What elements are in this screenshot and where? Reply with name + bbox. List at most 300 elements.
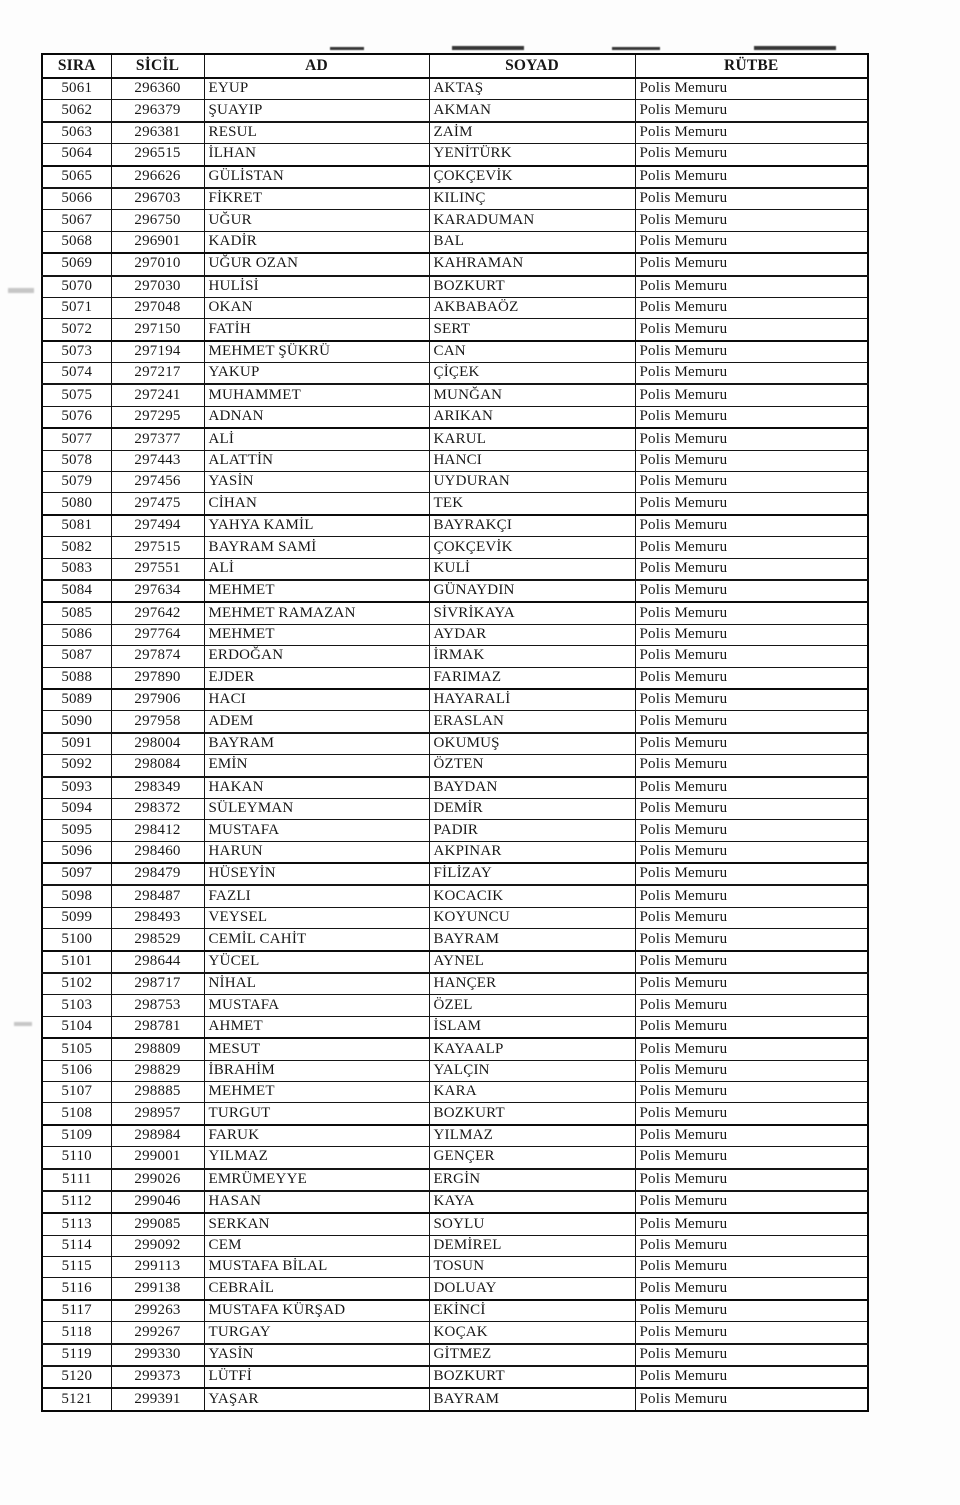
- cell-soyad: BAYRAM: [429, 929, 635, 951]
- column-header-sicil: SİCİL: [111, 54, 204, 78]
- scan-artifact: [330, 47, 364, 50]
- column-header-sira: SIRA: [42, 54, 111, 78]
- table-row: [42, 1344, 868, 1366]
- cell-soyad: TEK: [429, 493, 635, 515]
- table-row: [42, 122, 868, 144]
- cell-soyad: HANCI: [429, 450, 635, 471]
- table-row: [42, 297, 868, 318]
- cell-ad: HACI: [204, 689, 429, 711]
- cell-sicil: 299263: [111, 1300, 204, 1322]
- scan-artifact: [14, 1022, 32, 1026]
- cell-rutbe: Polis Memuru: [635, 1169, 868, 1191]
- cell-sira: 5120: [42, 1366, 111, 1388]
- cell-soyad: İRMAK: [429, 646, 635, 667]
- cell-rutbe: Polis Memuru: [635, 1278, 868, 1300]
- cell-soyad: ERASLAN: [429, 711, 635, 733]
- table-row: [42, 1081, 868, 1102]
- cell-rutbe: Polis Memuru: [635, 558, 868, 580]
- cell-sira: 5106: [42, 1060, 111, 1081]
- table-row: [42, 1235, 868, 1256]
- cell-rutbe: Polis Memuru: [635, 863, 868, 885]
- cell-soyad: ÇOKÇEVİK: [429, 166, 635, 188]
- cell-sira: 5095: [42, 820, 111, 841]
- cell-sira: 5114: [42, 1235, 111, 1256]
- cell-ad: ŞUAYIP: [204, 100, 429, 122]
- cell-sira: 5102: [42, 973, 111, 995]
- cell-soyad: SİVRİKAYA: [429, 602, 635, 624]
- cell-sira: 5094: [42, 798, 111, 819]
- cell-soyad: FİLİZAY: [429, 863, 635, 885]
- cell-rutbe: Polis Memuru: [635, 1322, 868, 1344]
- cell-sicil: 299092: [111, 1235, 204, 1256]
- cell-sira: 5084: [42, 580, 111, 602]
- cell-sicil: 297642: [111, 602, 204, 624]
- cell-sicil: 296360: [111, 78, 204, 100]
- cell-rutbe: Polis Memuru: [635, 1103, 868, 1125]
- cell-sicil: 299113: [111, 1257, 204, 1278]
- cell-sicil: 299373: [111, 1366, 204, 1388]
- table-row: [42, 1300, 868, 1322]
- table-row: [42, 885, 868, 907]
- cell-sicil: 296901: [111, 231, 204, 253]
- cell-rutbe: Polis Memuru: [635, 1388, 868, 1410]
- cell-sicil: 298829: [111, 1060, 204, 1081]
- cell-soyad: DEMİREL: [429, 1235, 635, 1256]
- cell-sira: 5081: [42, 515, 111, 537]
- cell-rutbe: Polis Memuru: [635, 1300, 868, 1322]
- cell-rutbe: Polis Memuru: [635, 144, 868, 166]
- cell-ad: MEHMET RAMAZAN: [204, 602, 429, 624]
- cell-sicil: 297194: [111, 341, 204, 363]
- cell-rutbe: Polis Memuru: [635, 210, 868, 231]
- cell-ad: FİKRET: [204, 188, 429, 210]
- column-header-ad: AD: [204, 54, 429, 78]
- cell-ad: MUSTAFA: [204, 995, 429, 1016]
- cell-soyad: KAYA: [429, 1191, 635, 1213]
- cell-sicil: 298809: [111, 1038, 204, 1060]
- cell-sira: 5067: [42, 210, 111, 231]
- cell-rutbe: Polis Memuru: [635, 472, 868, 493]
- table-row: [42, 841, 868, 863]
- table-row: [42, 78, 868, 100]
- cell-soyad: ERGİN: [429, 1169, 635, 1191]
- cell-ad: UĞUR: [204, 210, 429, 231]
- table-row: [42, 1388, 868, 1410]
- cell-rutbe: Polis Memuru: [635, 602, 868, 624]
- cell-ad: SÜLEYMAN: [204, 798, 429, 819]
- cell-sira: 5119: [42, 1344, 111, 1366]
- table-row: [42, 929, 868, 951]
- cell-soyad: EKİNCİ: [429, 1300, 635, 1322]
- cell-sicil: 298753: [111, 995, 204, 1016]
- cell-ad: CEBRAİL: [204, 1278, 429, 1300]
- cell-ad: MEHMET: [204, 580, 429, 602]
- table-row: [42, 733, 868, 755]
- cell-sira: 5110: [42, 1147, 111, 1169]
- table-row: [42, 100, 868, 122]
- cell-soyad: KARADUMAN: [429, 210, 635, 231]
- cell-soyad: DOLUAY: [429, 1278, 635, 1300]
- cell-rutbe: Polis Memuru: [635, 428, 868, 450]
- cell-rutbe: Polis Memuru: [635, 798, 868, 819]
- cell-ad: İLHAN: [204, 144, 429, 166]
- cell-sicil: 298460: [111, 841, 204, 863]
- table-row: [42, 1322, 868, 1344]
- cell-sicil: 297217: [111, 363, 204, 385]
- cell-ad: YAŞAR: [204, 1388, 429, 1410]
- cell-rutbe: Polis Memuru: [635, 1016, 868, 1038]
- cell-ad: ADEM: [204, 711, 429, 733]
- cell-rutbe: Polis Memuru: [635, 1344, 868, 1366]
- cell-sicil: 297443: [111, 450, 204, 471]
- cell-sicil: 297890: [111, 667, 204, 689]
- cell-soyad: HAYARALİ: [429, 689, 635, 711]
- cell-ad: MUSTAFA KÜRŞAD: [204, 1300, 429, 1322]
- cell-ad: CEM: [204, 1235, 429, 1256]
- cell-ad: LÜTFİ: [204, 1366, 429, 1388]
- cell-sicil: 298493: [111, 907, 204, 928]
- cell-sira: 5075: [42, 384, 111, 406]
- table-row: [42, 1213, 868, 1235]
- cell-soyad: BOZKURT: [429, 1103, 635, 1125]
- cell-ad: FATİH: [204, 319, 429, 341]
- cell-rutbe: Polis Memuru: [635, 100, 868, 122]
- cell-soyad: SERT: [429, 319, 635, 341]
- cell-ad: MEHMET ŞÜKRÜ: [204, 341, 429, 363]
- cell-soyad: BAYRAKÇI: [429, 515, 635, 537]
- column-header-rutbe: RÜTBE: [635, 54, 868, 78]
- cell-rutbe: Polis Memuru: [635, 951, 868, 973]
- cell-soyad: ARIKAN: [429, 406, 635, 428]
- cell-ad: SERKAN: [204, 1213, 429, 1235]
- cell-sira: 5088: [42, 667, 111, 689]
- cell-sira: 5115: [42, 1257, 111, 1278]
- table-row: [42, 341, 868, 363]
- cell-soyad: KOYUNCU: [429, 907, 635, 928]
- cell-sira: 5096: [42, 841, 111, 863]
- cell-soyad: PADIR: [429, 820, 635, 841]
- cell-sira: 5111: [42, 1169, 111, 1191]
- table-row: [42, 537, 868, 558]
- cell-sira: 5121: [42, 1388, 111, 1410]
- cell-soyad: SOYLU: [429, 1213, 635, 1235]
- cell-sicil: 297764: [111, 624, 204, 645]
- cell-rutbe: Polis Memuru: [635, 406, 868, 428]
- table-row: [42, 166, 868, 188]
- cell-sicil: 296381: [111, 122, 204, 144]
- cell-soyad: BAYRAM: [429, 1388, 635, 1410]
- cell-ad: EMİN: [204, 755, 429, 777]
- cell-rutbe: Polis Memuru: [635, 885, 868, 907]
- cell-ad: MUSTAFA BİLAL: [204, 1257, 429, 1278]
- table-row: [42, 1103, 868, 1125]
- table-row: [42, 580, 868, 602]
- cell-ad: TURGAY: [204, 1322, 429, 1344]
- cell-sira: 5116: [42, 1278, 111, 1300]
- cell-sicil: 299085: [111, 1213, 204, 1235]
- cell-rutbe: Polis Memuru: [635, 646, 868, 667]
- cell-rutbe: Polis Memuru: [635, 995, 868, 1016]
- personnel-table: [41, 53, 869, 1412]
- cell-soyad: AYDAR: [429, 624, 635, 645]
- table-row: [42, 1060, 868, 1081]
- cell-sira: 5107: [42, 1081, 111, 1102]
- cell-soyad: GÜNAYDIN: [429, 580, 635, 602]
- cell-sicil: 298885: [111, 1081, 204, 1102]
- table-row: [42, 319, 868, 341]
- cell-sicil: 298984: [111, 1125, 204, 1147]
- cell-sicil: 299001: [111, 1147, 204, 1169]
- cell-sicil: 297048: [111, 297, 204, 318]
- cell-rutbe: Polis Memuru: [635, 1366, 868, 1388]
- cell-ad: EMRÜMEYYE: [204, 1169, 429, 1191]
- cell-rutbe: Polis Memuru: [635, 1060, 868, 1081]
- cell-ad: HÜSEYİN: [204, 863, 429, 885]
- cell-sira: 5113: [42, 1213, 111, 1235]
- cell-ad: HASAN: [204, 1191, 429, 1213]
- table-row: [42, 450, 868, 471]
- cell-rutbe: Polis Memuru: [635, 341, 868, 363]
- cell-rutbe: Polis Memuru: [635, 1038, 868, 1060]
- cell-soyad: BOZKURT: [429, 276, 635, 298]
- cell-soyad: KAHRAMAN: [429, 253, 635, 275]
- cell-rutbe: Polis Memuru: [635, 1125, 868, 1147]
- cell-ad: KADİR: [204, 231, 429, 253]
- cell-rutbe: Polis Memuru: [635, 973, 868, 995]
- cell-ad: NİHAL: [204, 973, 429, 995]
- cell-sicil: 299330: [111, 1344, 204, 1366]
- cell-rutbe: Polis Memuru: [635, 1081, 868, 1102]
- cell-soyad: BOZKURT: [429, 1366, 635, 1388]
- cell-sicil: 298349: [111, 777, 204, 799]
- cell-soyad: BAL: [429, 231, 635, 253]
- table-row: [42, 1038, 868, 1060]
- cell-sira: 5063: [42, 122, 111, 144]
- cell-sira: 5086: [42, 624, 111, 645]
- cell-sira: 5078: [42, 450, 111, 471]
- cell-soyad: KOÇAK: [429, 1322, 635, 1344]
- cell-ad: ALATTİN: [204, 450, 429, 471]
- table-row: [42, 602, 868, 624]
- cell-rutbe: Polis Memuru: [635, 1257, 868, 1278]
- cell-rutbe: Polis Memuru: [635, 276, 868, 298]
- table-row: [42, 406, 868, 428]
- cell-sira: 5073: [42, 341, 111, 363]
- cell-sira: 5093: [42, 777, 111, 799]
- cell-soyad: YILMAZ: [429, 1125, 635, 1147]
- cell-ad: EYUP: [204, 78, 429, 100]
- cell-soyad: AYNEL: [429, 951, 635, 973]
- cell-rutbe: Polis Memuru: [635, 929, 868, 951]
- cell-sira: 5082: [42, 537, 111, 558]
- cell-ad: CEMİL CAHİT: [204, 929, 429, 951]
- cell-ad: VEYSEL: [204, 907, 429, 928]
- cell-sicil: 299391: [111, 1388, 204, 1410]
- cell-soyad: İSLAM: [429, 1016, 635, 1038]
- table-row: [42, 363, 868, 385]
- table-row: [42, 1125, 868, 1147]
- table-row: [42, 689, 868, 711]
- table-row: [42, 1191, 868, 1213]
- cell-soyad: MUNĞAN: [429, 384, 635, 406]
- cell-sira: 5108: [42, 1103, 111, 1125]
- cell-sicil: 296626: [111, 166, 204, 188]
- cell-sicil: 297874: [111, 646, 204, 667]
- scan-artifact: [612, 47, 660, 50]
- cell-sicil: 297958: [111, 711, 204, 733]
- cell-rutbe: Polis Memuru: [635, 384, 868, 406]
- cell-sira: 5098: [42, 885, 111, 907]
- cell-sira: 5065: [42, 166, 111, 188]
- cell-soyad: KARUL: [429, 428, 635, 450]
- cell-ad: MUSTAFA: [204, 820, 429, 841]
- cell-rutbe: Polis Memuru: [635, 1147, 868, 1169]
- cell-sicil: 298529: [111, 929, 204, 951]
- cell-ad: AHMET: [204, 1016, 429, 1038]
- cell-soyad: ÇOKÇEVİK: [429, 537, 635, 558]
- table-row: [42, 493, 868, 515]
- cell-soyad: GENÇER: [429, 1147, 635, 1169]
- cell-sira: 5112: [42, 1191, 111, 1213]
- cell-sicil: 296379: [111, 100, 204, 122]
- cell-ad: UĞUR OZAN: [204, 253, 429, 275]
- cell-sira: 5079: [42, 472, 111, 493]
- cell-rutbe: Polis Memuru: [635, 733, 868, 755]
- cell-rutbe: Polis Memuru: [635, 624, 868, 645]
- cell-ad: MESUT: [204, 1038, 429, 1060]
- cell-rutbe: Polis Memuru: [635, 231, 868, 253]
- cell-soyad: OKUMUŞ: [429, 733, 635, 755]
- cell-rutbe: Polis Memuru: [635, 78, 868, 100]
- cell-rutbe: Polis Memuru: [635, 297, 868, 318]
- cell-rutbe: Polis Memuru: [635, 253, 868, 275]
- cell-rutbe: Polis Memuru: [635, 1213, 868, 1235]
- table-row: [42, 1366, 868, 1388]
- cell-sira: 5117: [42, 1300, 111, 1322]
- cell-soyad: KARA: [429, 1081, 635, 1102]
- cell-soyad: AKBABAÖZ: [429, 297, 635, 318]
- cell-rutbe: Polis Memuru: [635, 711, 868, 733]
- table-row: [42, 1147, 868, 1169]
- scan-artifact: [8, 288, 34, 293]
- cell-sira: 5091: [42, 733, 111, 755]
- cell-rutbe: Polis Memuru: [635, 689, 868, 711]
- cell-ad: MUHAMMET: [204, 384, 429, 406]
- cell-sicil: 298084: [111, 755, 204, 777]
- cell-soyad: YENİTÜRK: [429, 144, 635, 166]
- table-row: [42, 253, 868, 275]
- cell-ad: BAYRAM: [204, 733, 429, 755]
- cell-sicil: 297295: [111, 406, 204, 428]
- table-row: [42, 276, 868, 298]
- cell-rutbe: Polis Memuru: [635, 1235, 868, 1256]
- table-row: [42, 798, 868, 819]
- cell-sira: 5118: [42, 1322, 111, 1344]
- table-row: [42, 210, 868, 231]
- cell-soyad: YALÇIN: [429, 1060, 635, 1081]
- cell-soyad: ÇİÇEK: [429, 363, 635, 385]
- cell-rutbe: Polis Memuru: [635, 820, 868, 841]
- cell-sicil: 297494: [111, 515, 204, 537]
- cell-sira: 5105: [42, 1038, 111, 1060]
- table-row: [42, 624, 868, 645]
- table-row: [42, 646, 868, 667]
- cell-sicil: 297010: [111, 253, 204, 275]
- cell-sicil: 299138: [111, 1278, 204, 1300]
- cell-sira: 5072: [42, 319, 111, 341]
- table-row: [42, 1257, 868, 1278]
- table-row: [42, 1278, 868, 1300]
- cell-sira: 5087: [42, 646, 111, 667]
- table-body: [42, 78, 868, 1411]
- cell-ad: ERDOĞAN: [204, 646, 429, 667]
- cell-rutbe: Polis Memuru: [635, 580, 868, 602]
- cell-sicil: 296703: [111, 188, 204, 210]
- cell-soyad: CAN: [429, 341, 635, 363]
- cell-sicil: 297475: [111, 493, 204, 515]
- cell-sira: 5070: [42, 276, 111, 298]
- table-row: [42, 515, 868, 537]
- cell-ad: YAHYA KAMİL: [204, 515, 429, 537]
- cell-rutbe: Polis Memuru: [635, 166, 868, 188]
- cell-ad: OKAN: [204, 297, 429, 318]
- cell-sicil: 297456: [111, 472, 204, 493]
- cell-ad: İBRAHİM: [204, 1060, 429, 1081]
- cell-sira: 5074: [42, 363, 111, 385]
- cell-rutbe: Polis Memuru: [635, 537, 868, 558]
- column-header-soyad: SOYAD: [429, 54, 635, 78]
- cell-ad: BAYRAM SAMİ: [204, 537, 429, 558]
- cell-ad: YILMAZ: [204, 1147, 429, 1169]
- cell-soyad: DEMİR: [429, 798, 635, 819]
- cell-soyad: ÖZTEN: [429, 755, 635, 777]
- cell-ad: YÜCEL: [204, 951, 429, 973]
- cell-rutbe: Polis Memuru: [635, 777, 868, 799]
- cell-ad: TURGUT: [204, 1103, 429, 1125]
- cell-sira: 5109: [42, 1125, 111, 1147]
- cell-sicil: 298487: [111, 885, 204, 907]
- cell-ad: YASİN: [204, 472, 429, 493]
- cell-soyad: HANÇER: [429, 973, 635, 995]
- cell-soyad: AKPINAR: [429, 841, 635, 863]
- table-row: [42, 558, 868, 580]
- cell-sira: 5076: [42, 406, 111, 428]
- table-row: [42, 231, 868, 253]
- cell-rutbe: Polis Memuru: [635, 1191, 868, 1213]
- cell-sicil: 298004: [111, 733, 204, 755]
- cell-sira: 5077: [42, 428, 111, 450]
- table-row: [42, 711, 868, 733]
- cell-sicil: 298717: [111, 973, 204, 995]
- cell-soyad: FARIMAZ: [429, 667, 635, 689]
- cell-sira: 5066: [42, 188, 111, 210]
- table-row: [42, 820, 868, 841]
- cell-ad: CİHAN: [204, 493, 429, 515]
- cell-rutbe: Polis Memuru: [635, 450, 868, 471]
- table-row: [42, 144, 868, 166]
- cell-soyad: KULİ: [429, 558, 635, 580]
- cell-ad: RESUL: [204, 122, 429, 144]
- cell-sira: 5090: [42, 711, 111, 733]
- cell-rutbe: Polis Memuru: [635, 122, 868, 144]
- cell-ad: HAKAN: [204, 777, 429, 799]
- cell-sicil: 297515: [111, 537, 204, 558]
- cell-soyad: TOSUN: [429, 1257, 635, 1278]
- cell-sira: 5103: [42, 995, 111, 1016]
- cell-sicil: 299026: [111, 1169, 204, 1191]
- cell-sira: 5104: [42, 1016, 111, 1038]
- cell-ad: YAKUP: [204, 363, 429, 385]
